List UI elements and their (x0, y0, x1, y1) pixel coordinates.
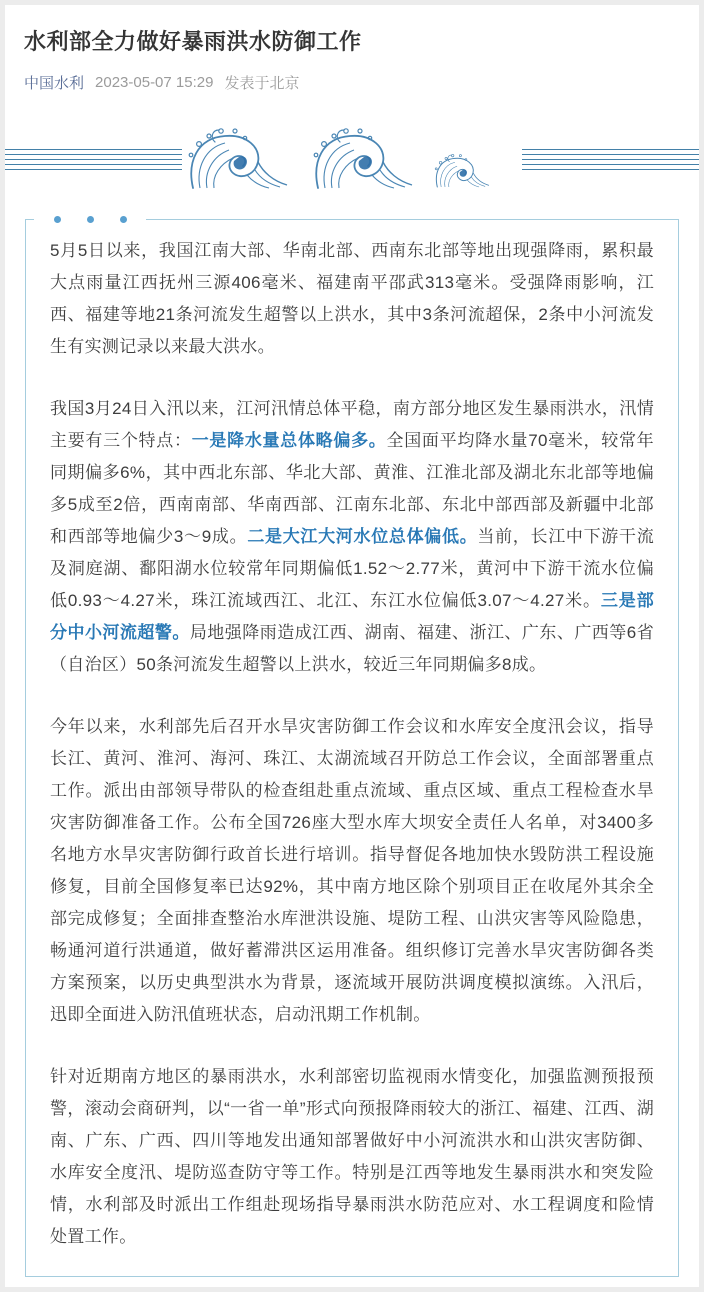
publish-timestamp: 2023-05-07 15:29 (95, 73, 214, 91)
paragraph (50, 711, 654, 1031)
body-text: 5月5日以来，我国江南大部、华南北部、西南东北部等地出现强降雨，累积最大点雨量江西抚州三源406毫米、福建南平邵武313毫米。受强降雨影响，江西、福建等地21条河流发生超警以上洪水，其中3条河流超保，2条中小河流发生有实测记录以来最大洪水。 (50, 240, 654, 356)
dot-icon (54, 216, 61, 223)
body-text: 全国面平均降水量70毫米，较常年同期偏多6%，其中西北东部、华北大部、黄淮、江淮北部及湖北东北部等地偏多5成至2倍，西南南部、华南西部、江南东北部、东北中部西部及新疆中北部和西部等地偏少3～9成。 (50, 430, 654, 546)
paragraph (50, 393, 654, 681)
article-box (25, 219, 679, 1277)
wave-divider (5, 124, 699, 198)
article-body (50, 235, 654, 1253)
account-name-link[interactable]: 中国水利 (24, 74, 85, 92)
dots-decoration-icon (34, 215, 146, 225)
highlight-text: 三是部分中小河流超警。 (50, 590, 654, 642)
dot-icon (120, 216, 127, 223)
body-text: 今年以来，水利部先后召开水旱灾害防御工作会议和水库安全度汛会议，指导长江、黄河、淮河、海河、珠江、太湖流域召开防总工作会议，全面部署重点工作。派出由部领导带队的检查组赴重点流域、重点区域、重点工程检查水旱灾害防御准备工作。公布全国726座大型水库大坝安全责任人名单，对3400多名地方水旱灾害防御行政首长进行培训。指导督促各地加快水毁防洪工程设施修复，目前全国修复率已达92%，其中南方地区除个别项目正在收尾外其余全部完成修复；全面排查整治水库泄洪设施、堤防工程、山洪灾害等风险隐患，畅通河道行洪通道，做好蓄滞洪区运用准备。组织修订完善水旱灾害防御各类方案预案，以历史典型洪水为背景，逐流域开展防洪调度模拟演练。入汛后，迅即全面进入防汛值班状态，启动汛期工作机制。 (50, 716, 654, 1024)
highlight-text: 二是大江大河水位总体偏低。 (247, 526, 478, 546)
publish-location: 发表于北京 (224, 74, 300, 92)
highlight-text: 一是降水量总体略偏多。 (191, 430, 387, 450)
wave-divider-icon (182, 126, 522, 190)
article-card (5, 5, 699, 1287)
body-text: 我国3月24日入汛以来，江河汛情总体平稳，南方部分地区发生暴雨洪水，汛情主要有三个特点： (50, 398, 654, 450)
body-text: 当前，长江中下游干流及洞庭湖、鄱阳湖水位较常年同期偏低1.52～2.77米，黄河中下游干流水位偏低0.93～4.27米，珠江流域西江、北江、东江水位偏低3.07～4.27米。 (50, 526, 654, 610)
byline (24, 72, 680, 93)
body-text: 针对近期南方地区的暴雨洪水，水利部密切监视雨水情变化，加强监测预报预警，滚动会商研判，以“一省一单”形式向预报降雨较大的浙江、福建、江西、湖南、广东、广西、四川等地发出通知部署做好中小河流洪水和山洪灾害防御、水库安全度汛、堤防巡查防守等工作。特别是江西等地发生暴雨洪水和突发险情，水利部及时派出工作组赴现场指导暴雨洪水防范应对、水工程调度和险情处置工作。 (50, 1066, 654, 1246)
page-title: 水利部全力做好暴雨洪水防御工作 (24, 29, 362, 54)
paragraph (50, 1061, 654, 1253)
dot-icon (87, 216, 94, 223)
paragraph (50, 235, 654, 363)
body-text: 局地强降雨造成江西、湖南、福建、浙江、广东、广西等6省（自治区）50条河流发生超警以上洪水，较近三年同期偏多8成。 (50, 622, 654, 674)
